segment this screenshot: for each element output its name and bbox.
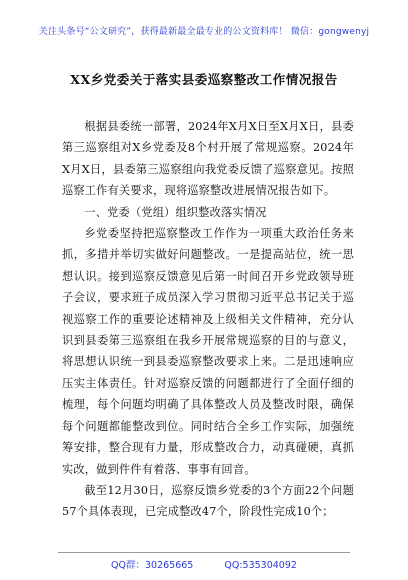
footer-qq-number: QQ:535304092 [224, 560, 297, 571]
footer-qq-group: QQ群：30265665 [111, 560, 194, 571]
footer-divider [58, 552, 350, 553]
document-body [62, 116, 354, 523]
paragraph-rectification: 乡党委坚持把巡察整改工作作为一项重大政治任务来抓，多措并举切实做好问题整改。一是提高站位，统一思想认识。接到巡察反馈意见后第一时间召开乡党政领导班子会议，要求班子成员深入学习贯彻习近平总书记关于巡视巡察工作的重要论述精神及上级相关文件精神，充分认识到县委第三巡察组在我乡开展常规巡察的目的与意义，将思想认识统一到县委巡察整改要求上来。二是迅速响应压实主体责任。针对巡察反馈的问题都进行了全面仔细的梳理，每个问题均明确了具体整改人员及整改时限，确保每个问题都能整改到位。同时结合全乡工作实际，加强统筹安排，整合现有力量，形成整改合力，动真碰硬，真抓实改，做到件件有着落、事事有回音。 [62, 227, 354, 476]
paragraph-intro: 根据县委统一部署，2024年X月X日至X月X日，县委第三巡察组对X乡党委及8个村开展了常规巡察。2024年X月X日，县委第三巡察组向我党委反馈了巡察意见。按照巡察工作有关要求，现将巡察整改进展情况报告如下。 [62, 120, 354, 198]
section-heading: 一、党委（党组）组织整改落实情况 [84, 205, 267, 219]
paragraph-progress: 截至12月30日，巡察反馈乡党委的3个方面22个问题57个具体表现，已完成整改47个，阶段性完成10个； [62, 483, 354, 519]
document-title: XX乡党委关于落实县委巡察整改工作情况报告 [70, 72, 338, 87]
promo-banner: 关注头条号“公文研究”，获得最新最全最专业的公文资料库！ 微信：gongwenyj [38, 27, 370, 37]
footer-contacts [0, 557, 408, 571]
